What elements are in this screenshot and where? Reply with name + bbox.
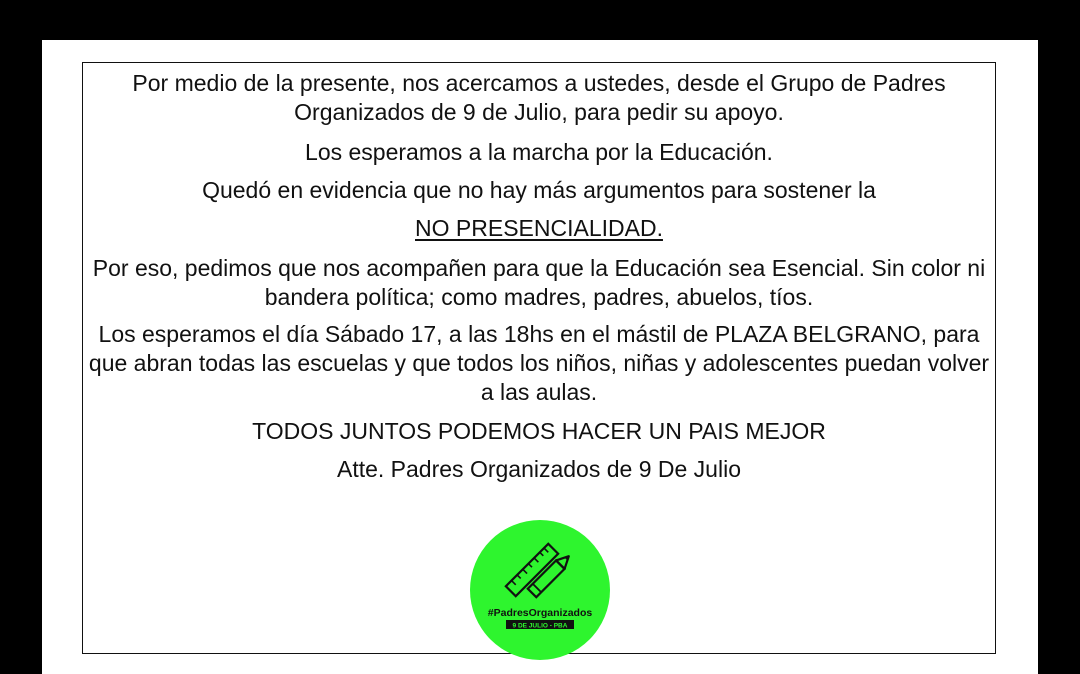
padres-organizados-logo: [470, 520, 610, 660]
letter-no-presencialidad-heading: [83, 214, 995, 243]
letter-signature: Atte. Padres Organizados de 9 De Julio: [336, 456, 741, 482]
logo-hashtag-text: #PadresOrganizados: [487, 607, 593, 619]
letter-evidence-paragraph: Quedó en evidencia que no hay más argumentos para sostener la: [202, 177, 876, 203]
logo-graphic: [470, 520, 610, 660]
no-presencialidad-text: NO PRESENCIALIDAD.: [415, 215, 663, 241]
document-page: [42, 40, 1038, 674]
letter-invitation-paragraph: Los esperamos a la marcha por la Educación.: [305, 139, 773, 165]
logo-subtitle-text: 9 DE JULIO - PBA: [512, 622, 568, 630]
letter-box: [82, 62, 996, 654]
letter-meeting-paragraph: Los esperamos el día Sábado 17, a las 18hs en el mástil de PLAZA BELGRANO, para que abran todas las escuelas y que todos los niños, niñas y adolescentes puedan volver a las aulas.: [88, 321, 990, 405]
letter-slogan: TODOS JUNTOS PODEMOS HACER UN PAIS MEJOR: [252, 418, 826, 444]
letter-intro-paragraph: Por medio de la presente, nos acercamos a ustedes, desde el Grupo de Padres Organizados de 9 de Julio, para pedir su apoyo.: [132, 70, 946, 125]
letter-request-paragraph: Por eso, pedimos que nos acompañen para que la Educación sea Esencial. Sin color ni bandera política; como madres, padres, abuelos, tíos.: [92, 255, 986, 310]
